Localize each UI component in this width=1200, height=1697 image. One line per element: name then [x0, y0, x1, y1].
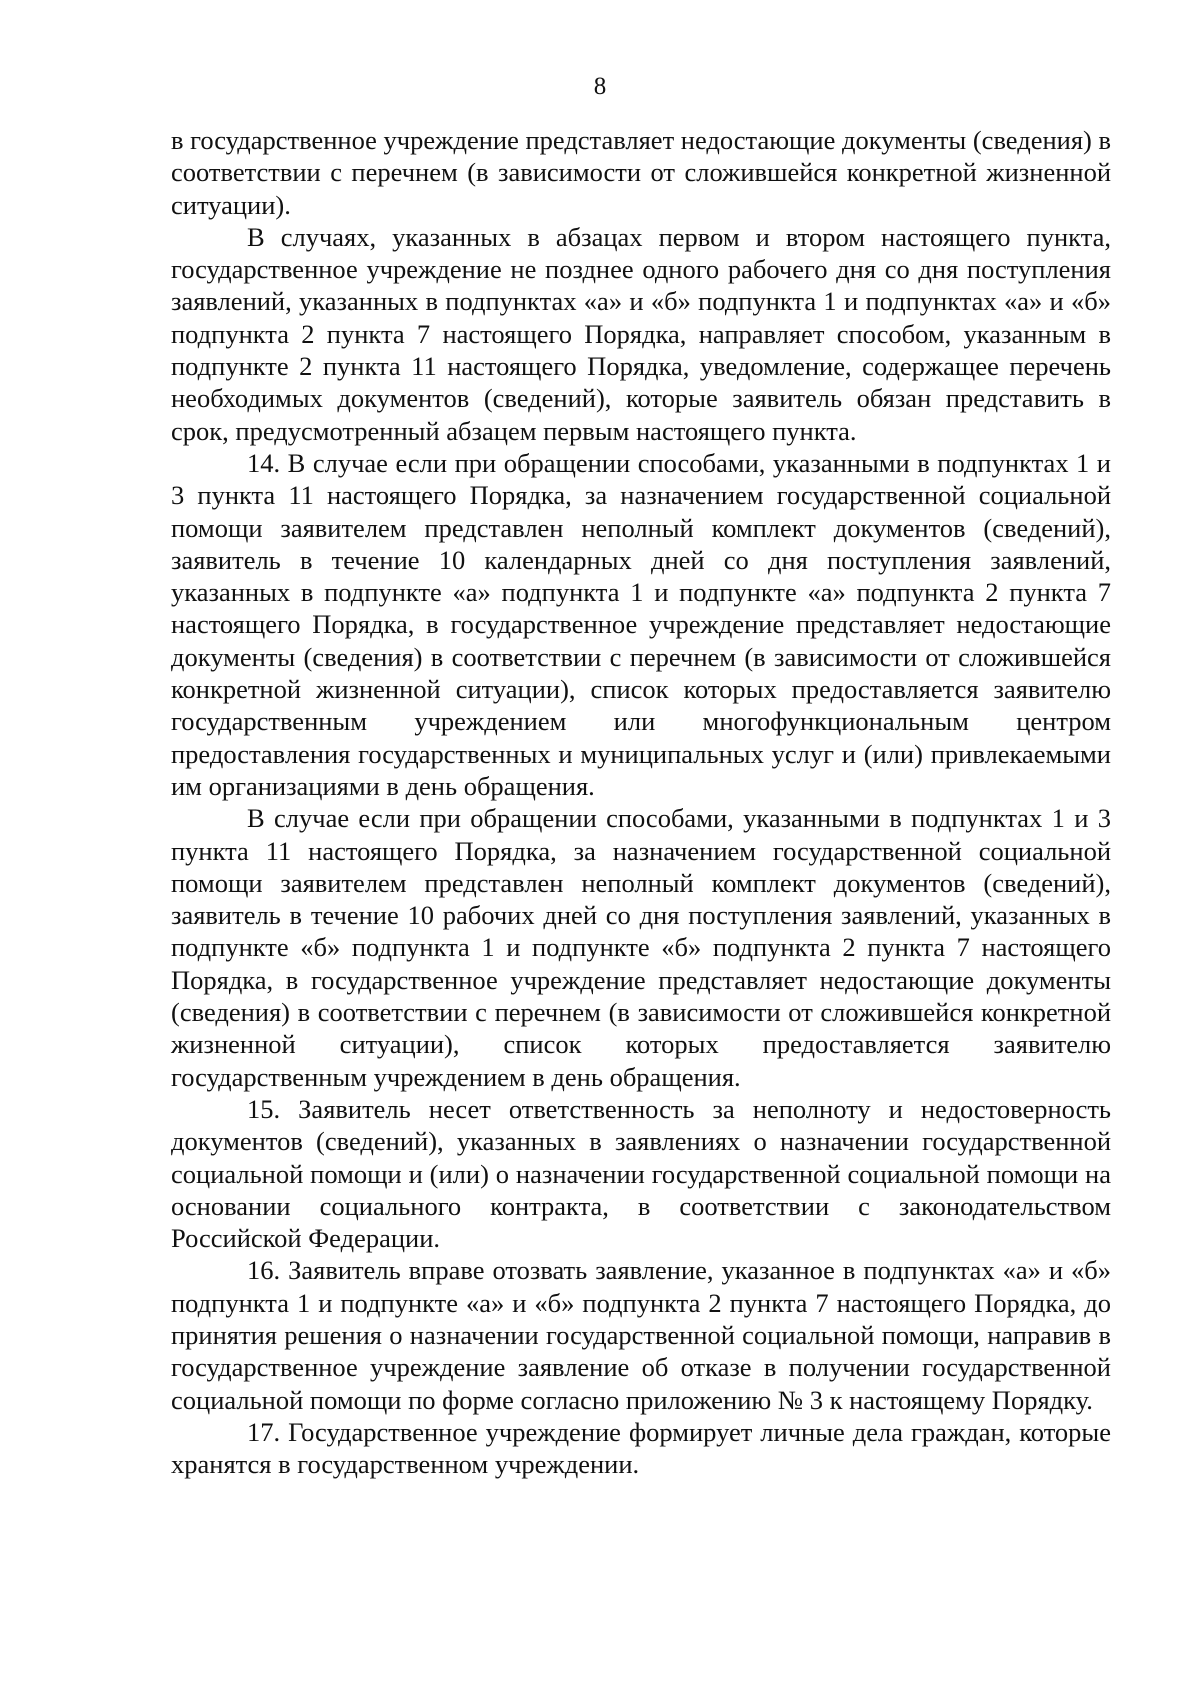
page-number: 8: [593, 73, 607, 100]
paragraph-continuation: в государственное учреждение представляет недостающие документы (сведения) в соответствии с перечнем (в зависимости от сложившейся конкретной жизненной ситуации).: [171, 125, 1111, 220]
paragraph-item-15: 15. Заявитель несет ответственность за неполноту и недостоверность документов (сведений), указанных в заявлениях о назначении государственной социальной помощи и (или) о назначении государственной социальной помощи на основании социального контракта, в соответствии с законодательством Российской Федерации.: [171, 1093, 1111, 1254]
document-body: [171, 124, 1111, 1480]
paragraph-item-14-second: В случае если при обращении способами, указанными в подпунктах 1 и 3 пункта 11 настоящего Порядка, за назначением государственной социальной помощи заявителем представлен неполный комплект документов (сведений), заявитель в течение 10 рабочих дней со дня поступления заявлений, указанных в подпункте «б» подпункта 1 и подпункте «б» подпункта 2 пункта 7 настоящего Порядка, в государственное учреждение представляет недостающие документы (сведения) в соответствии с перечнем (в зависимости от сложившейся конкретной жизненной ситуации), список которых предоставляется заявителю государственным учреждением в день обращения.: [171, 803, 1111, 1092]
paragraph-notification-cases: В случаях, указанных в абзацах первом и втором настоящего пункта, государственное учреждение не позднее одного рабочего дня со дня поступления заявлений, указанных в подпунктах «а» и «б» подпункта 1 и подпунктах «а» и «б» подпункта 2 пункта 7 настоящего Порядка, направляет способом, указанным в подпункте 2 пункта 11 настоящего Порядка, уведомление, содержащее перечень необходимых документов (сведений), которые заявитель обязан представить в срок, предусмотренный абзацем первым настоящего пункта.: [171, 221, 1111, 446]
paragraph-item-14: 14. В случае если при обращении способами, указанными в подпунктах 1 и 3 пункта 11 настоящего Порядка, за назначением государственной социальной помощи заявителем представлен неполный комплект документов (сведений), заявитель в течение 10 календарных дней со дня поступления заявлений, указанных в подпункте «а» подпункта 1 и подпункте «а» подпункта 2 пункта 7 настоящего Порядка, в государственное учреждение представляет недостающие документы (сведения) в соответствии с перечнем (в зависимости от сложившейся конкретной жизненной ситуации), список которых предоставляется заявителю государственным учреждением или многофункциональным центром предоставления государственных и муниципальных услуг и (или) привлекаемыми им организациями в день обращения.: [171, 447, 1111, 801]
paragraph-item-16: 16. Заявитель вправе отозвать заявление, указанное в подпунктах «а» и «б» подпункта 1 и подпункте «а» и «б» подпункта 2 пункта 7 настоящего Порядка, до принятия решения о назначении государственной социальной помощи, направив в государственное учреждение заявление об отказе в получении государственной социальной помощи по форме согласно приложению № 3 к настоящему Порядку.: [171, 1255, 1111, 1415]
paragraph-item-17: 17. Государственное учреждение формирует личные дела граждан, которые хранятся в государственном учреждении.: [171, 1416, 1111, 1480]
